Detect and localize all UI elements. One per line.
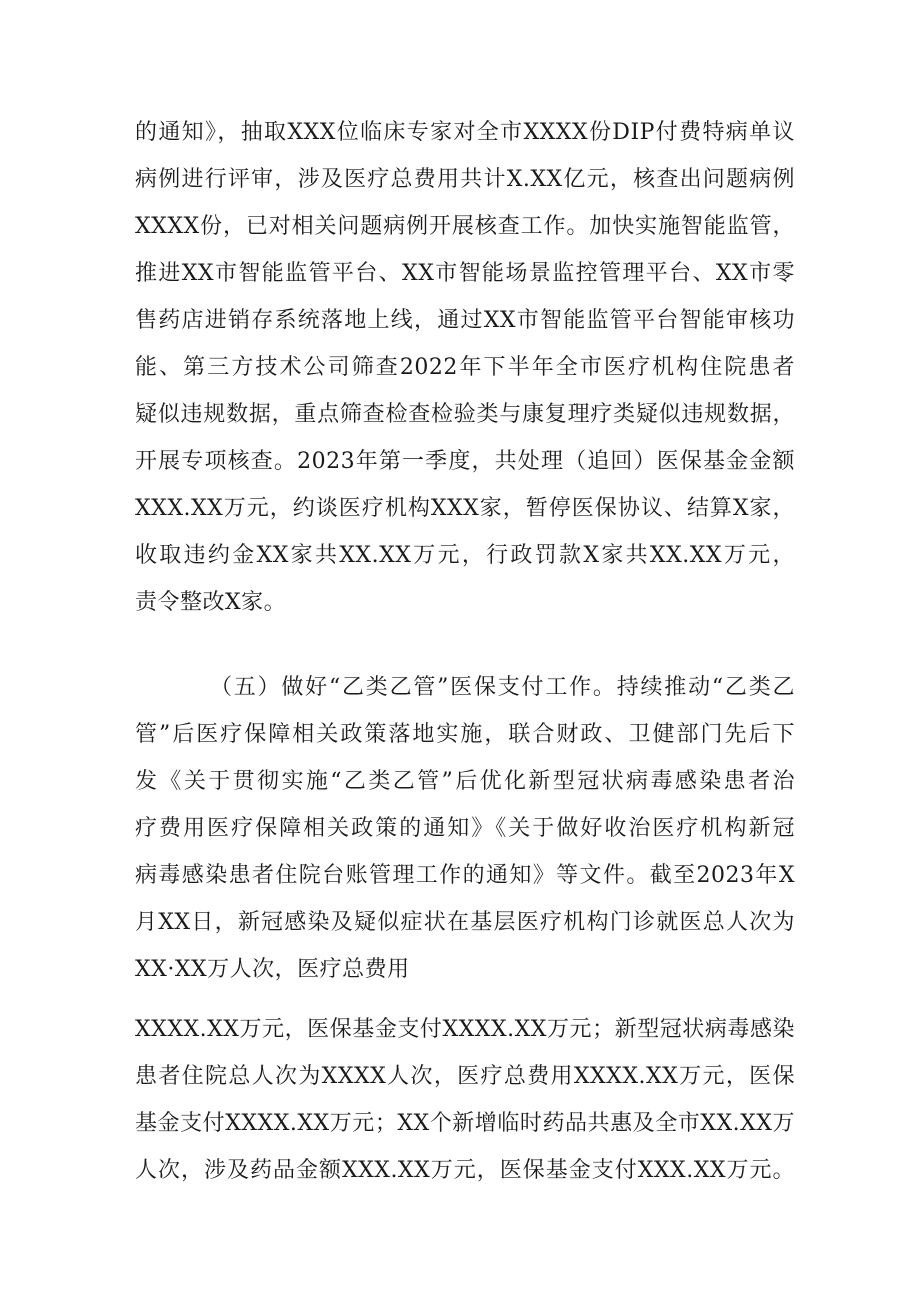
text-line: 月XX日，新冠感染及疑似症状在基层医疗机构门诊就医总人次为 (135, 910, 795, 935)
text-line: 病毒感染患者住院台账管理工作的通知》等文件。截至2023年X (135, 863, 795, 888)
text-line: 发《关于贯彻实施“乙类乙管”后优化新型冠状病毒感染患者治 (135, 769, 795, 794)
text-line: 疗费用医疗保障相关政策的通知》《关于做好收治医疗机构新冠 (135, 816, 795, 841)
text-line: 患者住院总人次为XXXX人次，医疗总费用XXXX.XX万元，医保 (135, 1064, 795, 1089)
text-line: 售药店进销存系统落地上线，通过XX市智能监管平台智能审核功 (135, 308, 795, 333)
text-line: 推进XX市智能监管平台、XX市智能场景监控管理平台、XX市零 (135, 261, 795, 286)
text-line: 开展专项核查。2023年第一季度，共处理（追回）医保基金金额 (135, 449, 795, 474)
text-line: XXXX.XX万元，医保基金支付XXXX.XX万元；新型冠状病毒感染 (135, 1017, 795, 1042)
text-line: XXXX份，已对相关问题病例开展核查工作。加快实施智能监管， (135, 214, 795, 239)
text-line: 能、第三方技术公司筛查2022年下半年全市医疗机构住院患者 (135, 355, 795, 380)
text-line: 基金支付XXXX.XX万元；XX个新增临时药品共惠及全市XX.XX万 (135, 1111, 795, 1136)
text-line: 疑似违规数据，重点筛查检查检验类与康复理疗类疑似违规数据， (135, 402, 795, 427)
section-heading-line: （五）做好“乙类乙管”医保支付工作。持续推动“乙类乙 (210, 675, 795, 700)
text-line: XXX.XX万元，约谈医疗机构XXX家，暂停医保协议、结算X家， (135, 496, 795, 521)
text-line: 人次，涉及药品金额XXX.XX万元，医保基金支付XXX.XX万元。 (135, 1158, 795, 1183)
text-line: 管”后医疗保障相关政策落地实施，联合财政、卫健部门先后下 (135, 722, 795, 747)
text-line: XX·XX万人次，医疗总费用 (135, 957, 410, 982)
text-line: 收取违约金XX家共XX.XX万元，行政罚款X家共XX.XX万元， (135, 543, 795, 568)
text-line: 的通知》，抽取XXX位临床专家对全市XXXX份DIP付费特病单议 (135, 120, 795, 145)
text-line: 责令整改X家。 (135, 590, 287, 615)
text-line: 病例进行评审，涉及医疗总费用共计X.XX亿元，核查出问题病例 (135, 167, 795, 192)
